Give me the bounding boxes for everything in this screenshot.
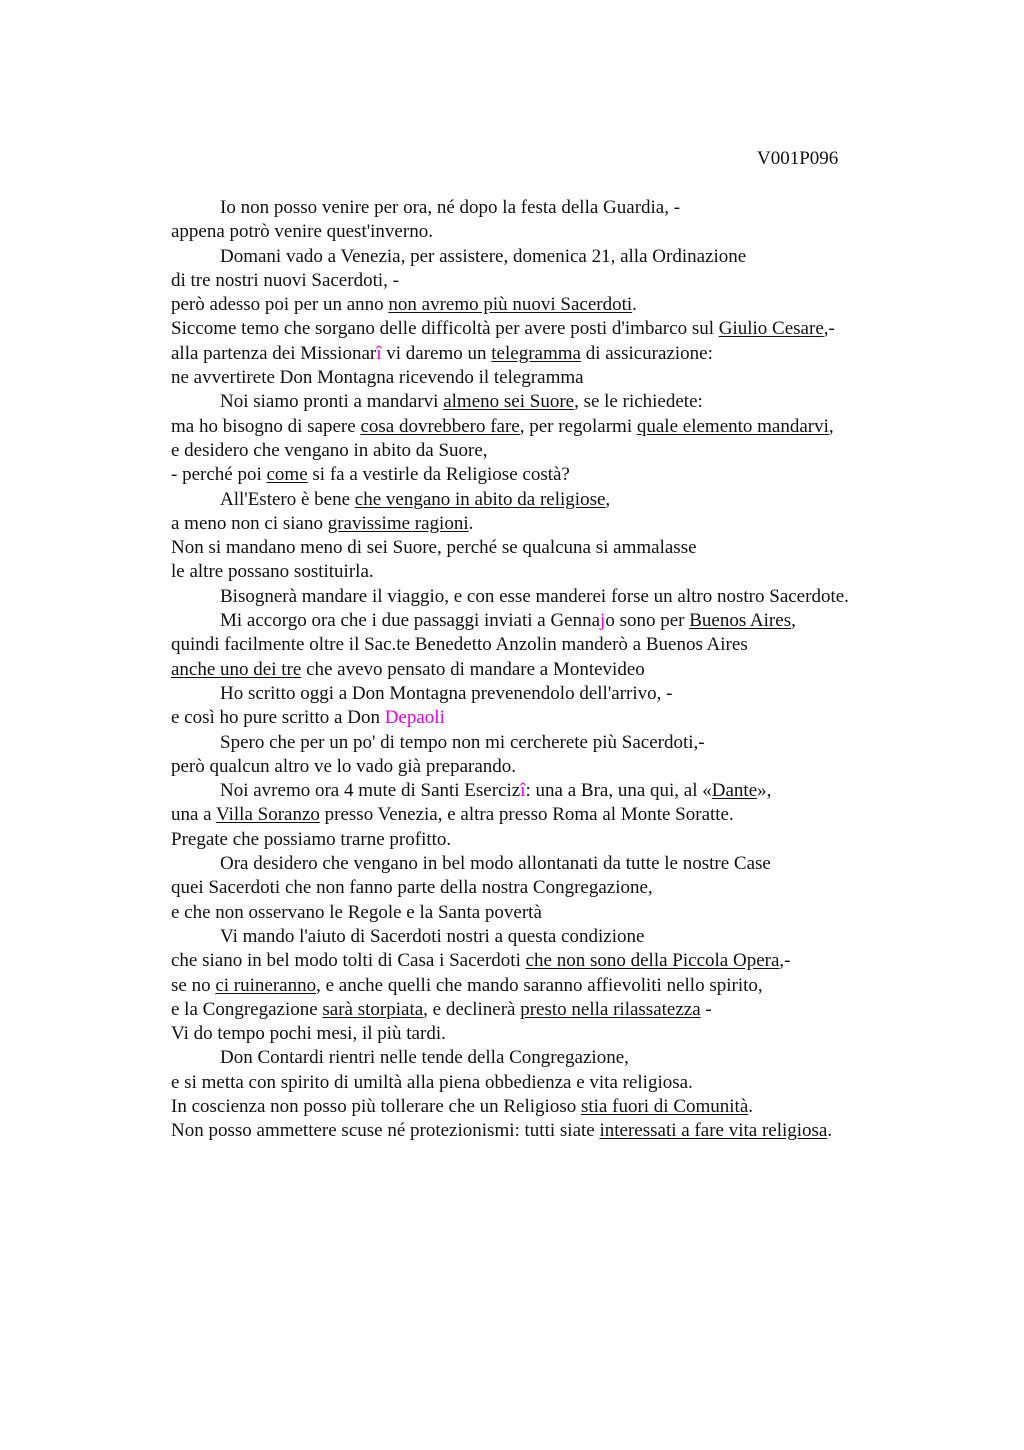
text-segment: Ho scritto oggi a Don Montagna prevenendolo dell'arrivo, -: [220, 682, 673, 704]
text-segment: Noi avremo ora 4 mute di Santi Eserciz: [220, 780, 521, 802]
text-line: [171, 293, 1011, 317]
text-segment: quindi facilmente oltre il Sac.te Benedetto Anzolin manderò a Buenos Aires: [171, 634, 748, 656]
underlined-text: cosa dovrebbero fare: [360, 415, 520, 437]
text-segment: Domani vado a Venezia, per assistere, domenica 21, alla Ordinazione: [220, 245, 747, 267]
text-segment: ,: [605, 488, 611, 510]
highlighted-text: î: [376, 342, 382, 364]
text-segment: , per regolarmi: [519, 415, 637, 437]
underlined-text: anche uno dei tre: [171, 658, 302, 680]
text-segment: e desidero che vengano in abito da Suore,: [171, 439, 488, 461]
underlined-text: Buenos Aires: [689, 610, 792, 632]
highlighted-text: j: [600, 610, 606, 632]
text-segment: Mi accorgo ora che i due passaggi inviati a Genna: [220, 610, 601, 632]
text-segment: vi daremo un: [381, 342, 492, 364]
text-segment: che avevo pensato di mandare a Montevideo: [301, 658, 645, 680]
underlined-text: come: [266, 464, 308, 486]
text-segment: però adesso poi per un anno: [171, 294, 389, 316]
text-segment: alla partenza dei Missionar: [171, 342, 377, 364]
text-line: [171, 876, 1011, 900]
text-line: [171, 512, 1011, 536]
text-line: [171, 731, 1011, 755]
text-line: [171, 390, 1011, 414]
text-segment: appena potrò venire quest'inverno.: [171, 221, 433, 243]
text-line: [171, 439, 1011, 463]
text-line: [171, 633, 1011, 657]
text-line: [171, 998, 1011, 1022]
text-segment: Vi do tempo pochi mesi, il più tardi.: [171, 1023, 446, 1045]
text-segment: .: [632, 294, 637, 316]
text-line: [171, 1046, 1011, 1070]
text-line: [171, 245, 1011, 269]
underlined-text: interessati a fare vita religiosa: [599, 1120, 828, 1142]
underlined-text: ci ruineranno: [215, 974, 317, 996]
text-segment: se no: [171, 974, 216, 996]
text-line: [171, 269, 1011, 293]
text-line: [171, 317, 1011, 341]
text-segment: e che non osservano le Regole e la Santa povertà: [171, 901, 542, 923]
text-segment: Spero che per un po' di tempo non mi cercherete più Sacerdoti,-: [220, 731, 705, 753]
text-segment: Noi siamo pronti a mandarvi: [220, 391, 444, 413]
text-segment: .: [827, 1120, 833, 1142]
text-line: [171, 658, 1011, 682]
text-segment: e si metta con spirito di umiltà alla piena obbedienza e vita religiosa.: [171, 1071, 693, 1093]
text-line: [171, 974, 1011, 998]
text-line: [171, 706, 1011, 730]
text-segment: ma ho bisogno di sapere: [171, 415, 361, 437]
text-line: [171, 1022, 1011, 1046]
underlined-text: che non sono della Piccola Opera: [525, 950, 780, 972]
text-segment: ,-: [779, 950, 791, 972]
text-segment: »,: [757, 780, 772, 802]
text-line: [171, 1071, 1011, 1095]
text-segment: a meno non ci siano: [171, 512, 328, 534]
underlined-text: almeno sei Suore: [443, 391, 575, 413]
text-segment: Don Contardi rientri nelle tende della Congregazione,: [220, 1047, 629, 1069]
text-line: [171, 196, 1011, 220]
text-line: [171, 220, 1011, 244]
text-segment: si fa a vestirle da Religiose costà?: [307, 464, 570, 486]
text-segment: - perché poi: [171, 464, 267, 486]
underlined-text: telegramma: [491, 342, 581, 364]
highlighted-text: Depaoli: [384, 707, 445, 729]
underlined-text: che vengano in abito da religiose: [354, 488, 606, 510]
text-segment: , e anche quelli che mando saranno affievoliti nello spirito,: [316, 974, 763, 996]
text-segment: Vi mando l'aiuto di Sacerdoti nostri a questa condizione: [220, 925, 645, 947]
text-line: [171, 585, 1011, 609]
text-line: [171, 536, 1011, 560]
text-segment: Siccome temo che sorgano delle difficoltà per avere posti d'imbarco sul: [171, 318, 719, 340]
underlined-text: sarà storpiata: [322, 998, 424, 1020]
text-segment: Io non posso venire per ora, né dopo la festa della Guardia, -: [220, 197, 681, 218]
text-segment: All'Estero è bene: [220, 488, 355, 510]
text-line: [171, 828, 1011, 852]
underlined-text: Giulio Cesare: [718, 318, 824, 340]
text-segment: -: [700, 998, 712, 1020]
text-line: [171, 925, 1011, 949]
text-segment: di tre nostri nuovi Sacerdoti, -: [171, 269, 399, 291]
text-line: [171, 1119, 1011, 1143]
text-line: [171, 415, 1011, 439]
text-line: [171, 1095, 1011, 1119]
text-line: [171, 803, 1011, 827]
text-line: [171, 682, 1011, 706]
text-segment: però qualcun altro ve lo vado già preparando.: [171, 755, 517, 777]
text-segment: presso Venezia, e altra presso Roma al Monte Soratte.: [319, 804, 734, 826]
underlined-text: presto nella rilassatezza: [520, 998, 701, 1020]
text-segment: .: [748, 1095, 754, 1117]
text-segment: In coscienza non posso più tollerare che un Religioso: [171, 1095, 581, 1117]
text-segment: Pregate che possiamo trarne profitto.: [171, 828, 452, 850]
text-line: [171, 852, 1011, 876]
text-line: [171, 609, 1011, 633]
text-segment: , se le richiedete:: [574, 391, 703, 413]
text-segment: ne avvertirete Don Montagna ricevendo il telegramma: [171, 367, 584, 389]
text-line: [171, 779, 1011, 803]
text-segment: o sono per: [605, 610, 690, 632]
letter-body: [171, 196, 1011, 1144]
text-line: [171, 901, 1011, 925]
text-segment: e così ho pure scritto a Don: [171, 707, 385, 729]
underlined-text: Dante: [711, 780, 758, 802]
text-line: [171, 560, 1011, 584]
page-identifier: V001P096: [757, 148, 839, 169]
text-segment: Non posso ammettere scuse né protezionismi: tutti siate: [171, 1120, 600, 1142]
text-line: [171, 342, 1011, 366]
text-line: [171, 488, 1011, 512]
text-segment: una a: [171, 804, 217, 826]
text-segment: , e declinerà: [423, 998, 521, 1020]
text-segment: Non si mandano meno di sei Suore, perché se qualcuna si ammalasse: [171, 537, 697, 559]
underlined-text: Villa Soranzo: [216, 804, 320, 826]
text-segment: che siano in bel modo tolti di Casa i Sacerdoti: [171, 950, 526, 972]
text-segment: ,: [791, 610, 796, 632]
text-line: [171, 949, 1011, 973]
underlined-text: stia fuori di Comunità: [580, 1095, 749, 1117]
underlined-text: quale elemento mandarvi: [636, 415, 829, 437]
text-segment: : una a Bra, una qui, al «: [525, 780, 712, 802]
underlined-text: gravissime ragioni: [327, 512, 469, 534]
text-line: [171, 755, 1011, 779]
text-segment: quei Sacerdoti che non fanno parte della nostra Congregazione,: [171, 877, 653, 899]
text-segment: di assicurazione:: [580, 342, 713, 364]
text-segment: ,-: [823, 318, 835, 340]
underlined-text: non avremo più nuovi Sacerdoti: [388, 294, 633, 316]
text-line: [171, 366, 1011, 390]
text-segment: .: [468, 512, 474, 534]
text-segment: ,: [828, 415, 834, 437]
text-segment: Bisognerà mandare il viaggio, e con esse manderei forse un altro nostro Sacerdote.: [220, 585, 849, 607]
text-segment: le altre possano sostituirla.: [171, 561, 374, 583]
text-line: [171, 463, 1011, 487]
highlighted-text: î: [520, 780, 526, 802]
text-segment: e la Congregazione: [171, 998, 323, 1020]
text-segment: Ora desidero che vengano in bel modo allontanati da tutte le nostre Case: [220, 853, 771, 875]
